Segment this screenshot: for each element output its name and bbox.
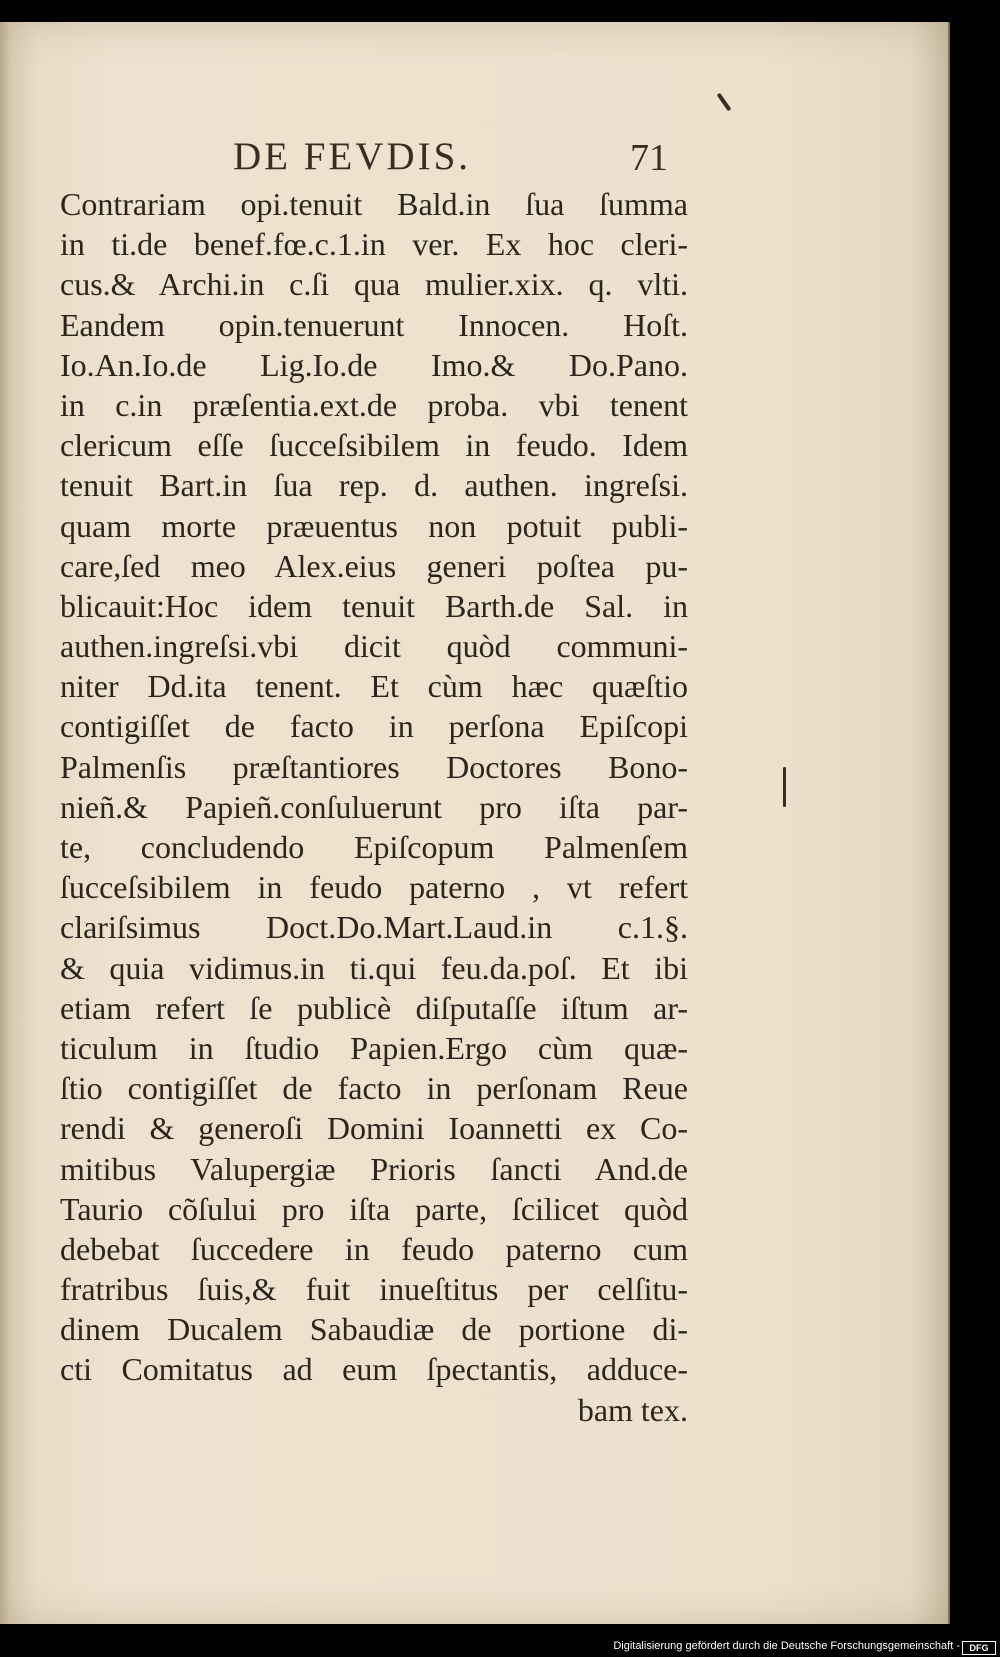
ink-mark: [717, 93, 732, 112]
text-line: contigiſſet de facto in perſona Epiſcopi: [60, 708, 688, 745]
page-gutter-shadow: [0, 22, 10, 1624]
text-line: Io.An.Io.de Lig.Io.de Imo.& Do.Pano.: [60, 346, 688, 383]
text-line: cus.& Archi.in c.ſi qua mulier.xix. q. vlti.: [60, 266, 688, 303]
text-line: quam morte præuentus non potuit publi-: [60, 507, 688, 544]
body-text: [60, 184, 688, 1430]
text-line: te, concludendo Epiſcopum Palmenſem: [60, 829, 688, 865]
digitization-footer: [0, 1638, 1000, 1657]
text-line: care,ſed meo Alex.eius generi poſtea pu-: [60, 547, 688, 584]
text-line: nieñ.& Papieñ.conſuluerunt pro iſta par-: [60, 788, 688, 825]
text-line: in c.in præſentia.ext.de proba. vbi tenent: [60, 386, 688, 423]
catchword-line: bam tex.: [577, 1391, 688, 1428]
page-number: 71: [630, 137, 668, 179]
text-line: clericum eſſe ſucceſsibilem in feudo. Idem: [60, 427, 688, 464]
text-line: Eandem opin.tenuerunt Innocen. Hoſt.: [60, 306, 688, 343]
text-line: Contrariam opi.tenuit Bald.in ſua ſumma: [60, 186, 688, 222]
funding-credit: Digitalisierung gefördert durch die Deutsche Forschungsgemeinschaft -: [613, 1640, 960, 1652]
text-line: niter Dd.ita tenent. Et cùm hæc quæſtio: [60, 668, 688, 705]
text-line: ſtio contigiſſet de facto in perſonam Reue: [60, 1070, 688, 1107]
text-line: in ti.de benef.fœ.c.1.in ver. Ex hoc cleri-: [60, 226, 688, 263]
text-line: debebat ſuccedere in feudo paterno cum: [60, 1230, 688, 1267]
text-line: authen.ingreſsi.vbi dicit quòd communi-: [60, 628, 688, 665]
text-line: mitibus Valupergiæ Prioris ſancti And.de: [60, 1150, 688, 1187]
text-line: Palmenſis præſtantiores Doctores Bono-: [60, 748, 688, 785]
text-line: rendi & generoſi Domini Ioannetti ex Co-: [60, 1110, 688, 1147]
text-line: Taurio cõſului pro iſta parte, ſcilicet quòd: [60, 1190, 688, 1227]
text-line: ſucceſsibilem in feudo paterno , vt refert: [60, 869, 688, 906]
text-line: ticulum in ſtudio Papien.Ergo cùm quæ-: [60, 1029, 688, 1066]
dfg-logo: DFG: [962, 1641, 996, 1655]
running-title: DE FEVDIS.: [233, 135, 472, 178]
running-head: [0, 118, 948, 178]
text-line: fratribus ſuis,& fuit inueſtitus per celſitu-: [60, 1271, 688, 1308]
text-line: cti Comitatus ad eum ſpectantis, adduce-: [60, 1351, 688, 1388]
text-line: tenuit Bart.in ſua rep. d. authen. ingreſsi.: [60, 467, 688, 504]
text-line: clariſsimus Doct.Do.Mart.Laud.in c.1.§.: [60, 909, 688, 946]
margin-ink-mark: [783, 767, 786, 807]
book-page: [0, 22, 950, 1624]
text-line: & quia vidimus.in ti.qui feu.da.poſ. Et ibi: [60, 949, 688, 986]
text-line: etiam refert ſe publicè diſputaſſe iſtum ar-: [60, 989, 688, 1026]
text-line: blicauit:Hoc idem tenuit Barth.de Sal. in: [60, 587, 688, 624]
text-line: dinem Ducalem Sabaudiæ de portione di-: [60, 1311, 688, 1348]
